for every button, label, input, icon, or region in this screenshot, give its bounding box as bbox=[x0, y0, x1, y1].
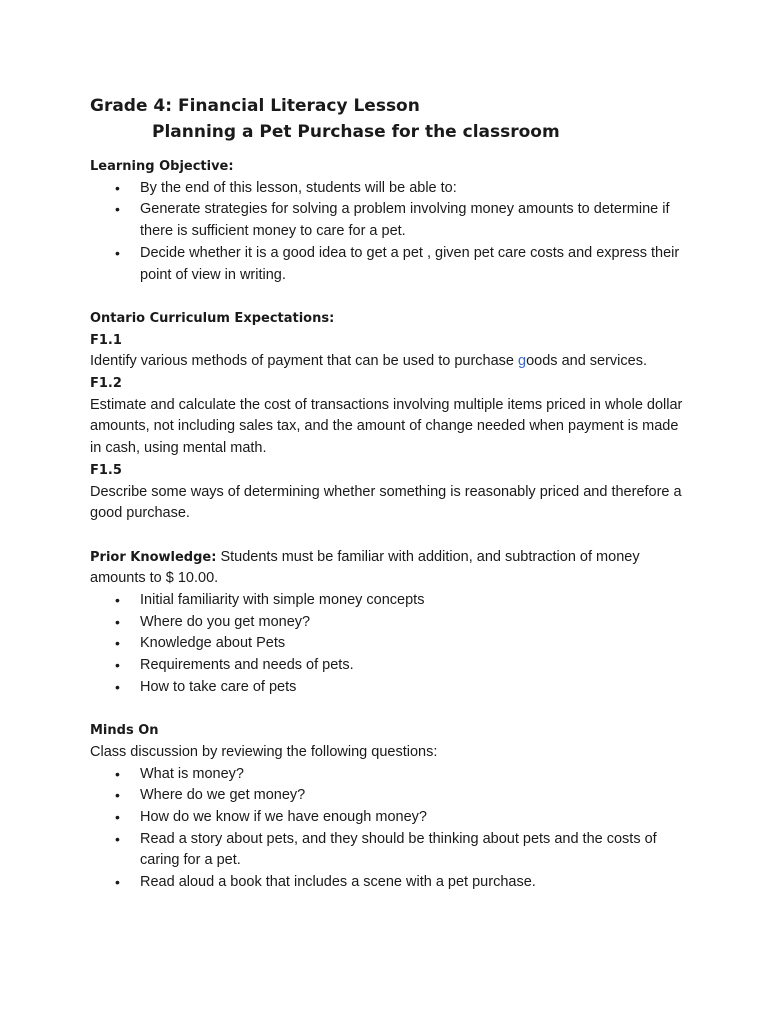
expectation-text-f12: Estimate and calculate the cost of transactions involving multiple items priced in whole dollar amounts, not including sales tax, and the amount of change needed when payment is made in cash, using mental math. bbox=[90, 396, 683, 457]
list-item: • Decide whether it is a good idea to get a pet , given pet care costs and express their point of view in writing. bbox=[115, 244, 680, 283]
expectation-code-f12: F1.2 bbox=[90, 376, 122, 392]
learning-objective-list bbox=[90, 178, 690, 287]
list-item: • Read a story about pets, and they should be thinking about pets and the costs of caring for a pet. bbox=[115, 830, 657, 869]
bullet-icon: • bbox=[115, 787, 120, 804]
minds-on-intro: Class discussion by reviewing the following questions: bbox=[90, 743, 438, 760]
document-title: Grade 4: Financial Literacy Lesson bbox=[90, 96, 420, 116]
list-item: • By the end of this lesson, students will be able to: bbox=[90, 178, 690, 200]
bullet-icon: • bbox=[115, 244, 120, 261]
bullet-icon: • bbox=[115, 201, 120, 218]
prior-knowledge-section bbox=[90, 547, 690, 699]
minds-on-heading: Minds On bbox=[90, 723, 159, 739]
bullet-icon: • bbox=[115, 765, 120, 782]
marked-letter: g bbox=[518, 353, 527, 370]
prior-knowledge-heading: Prior Knowledge: bbox=[90, 549, 217, 565]
bullet-icon: • bbox=[115, 874, 120, 891]
list-item: • Requirements and needs of pets. bbox=[90, 655, 690, 677]
bullet-icon: • bbox=[115, 592, 120, 609]
list-item: • Where do you get money? bbox=[90, 612, 690, 634]
curriculum-section bbox=[90, 308, 690, 525]
list-item: • How to take care of pets bbox=[90, 677, 690, 699]
curriculum-heading: Ontario Curriculum Expectations: bbox=[90, 310, 335, 326]
minds-on-list bbox=[90, 764, 690, 894]
list-item: • Where do we get money? bbox=[90, 785, 690, 807]
minds-on-section bbox=[90, 720, 690, 894]
learning-objective-section bbox=[90, 156, 690, 286]
prior-knowledge-paragraph: Prior Knowledge: Students must be familiar with addition, and subtraction of money amounts to $ 10.00. bbox=[90, 548, 640, 587]
expectation-text-f15: Describe some ways of determining whether something is reasonably priced and therefore a good purchase. bbox=[90, 483, 682, 522]
learning-objective-heading: Learning Objective: bbox=[90, 159, 234, 174]
prior-knowledge-list bbox=[90, 590, 690, 699]
expectation-text-f11: Identify various methods of payment that can be used to purchase goods and services. bbox=[90, 353, 647, 370]
expectation-code-f15: F1.5 bbox=[90, 462, 122, 478]
list-item: • Read aloud a book that includes a scene with a pet purchase. bbox=[90, 872, 690, 894]
document-page bbox=[90, 93, 690, 894]
bullet-icon: • bbox=[115, 179, 120, 196]
bullet-icon: • bbox=[115, 613, 120, 630]
bullet-icon: • bbox=[115, 635, 120, 652]
expectation-code-f11: F1.1 bbox=[90, 332, 122, 348]
list-item: • How do we know if we have enough money? bbox=[90, 807, 690, 829]
bullet-icon: • bbox=[115, 678, 120, 695]
list-item: • Generate strategies for solving a problem involving money amounts to determine if there is sufficient money to care for a pet. bbox=[115, 201, 670, 240]
list-item: • Knowledge about Pets bbox=[90, 633, 690, 655]
document-subtitle: Planning a Pet Purchase for the classroom bbox=[152, 122, 560, 142]
bullet-icon: • bbox=[115, 830, 120, 847]
list-item: • What is money? bbox=[90, 764, 690, 786]
bullet-icon: • bbox=[115, 657, 120, 674]
list-item: • Initial familiarity with simple money concepts bbox=[90, 590, 690, 612]
bullet-icon: • bbox=[115, 809, 120, 826]
